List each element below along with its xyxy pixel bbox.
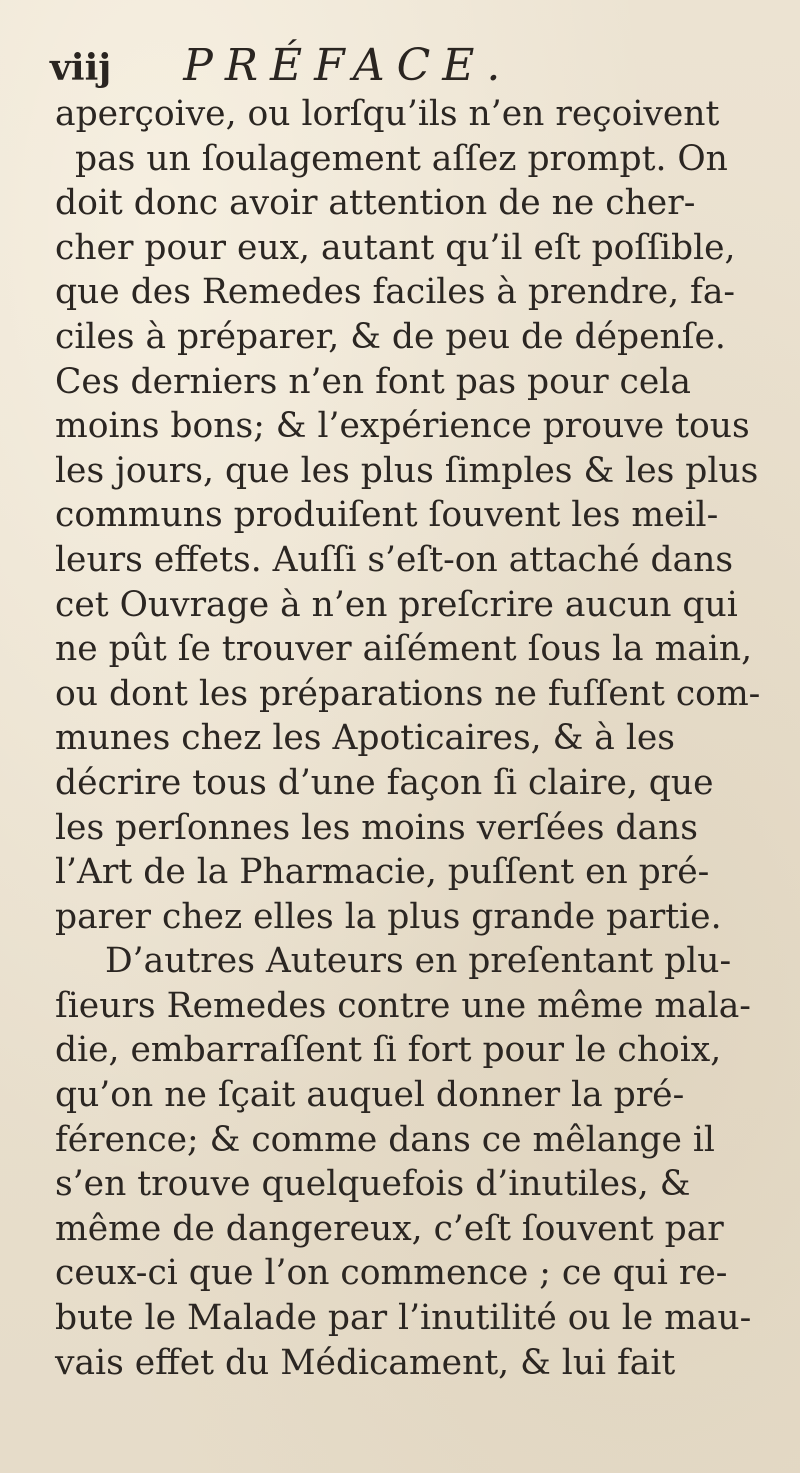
- text-line: férence; & comme dans ce mêlange il: [55, 1119, 715, 1160]
- text-line: aperçoive, ou lorſqu’ils n’en reçoivent: [55, 94, 720, 134]
- text-line: les jours, que les plus ſimples & les plus: [55, 450, 759, 491]
- text-line: qu’on ne ſçait auquel donner la pré-: [55, 1075, 685, 1116]
- text-line: vais effet du Médicament, & lui fait: [55, 1342, 676, 1383]
- text-line: communs produiſent ſouvent les meil-: [55, 495, 719, 536]
- text-line: ne pût ſe trouver aiſément ſous la main,: [55, 629, 753, 670]
- text-line: moins bons; & l’expérience prouve tous: [55, 406, 750, 447]
- text-line: cher pour eux, autant qu’il eſt poſſible,: [55, 227, 736, 268]
- text-line: ceux-ci que l’on commence ; ce qui re-: [55, 1253, 728, 1294]
- text-line: décrire tous d’une façon ſi claire, que: [55, 762, 714, 803]
- text-line: ſieurs Remedes contre une même mala-: [55, 985, 751, 1026]
- text-line: bute le Malade par l’inutilité ou le mau-: [55, 1298, 752, 1339]
- text-line: pas un ſoulagement aſſez prompt. On: [75, 138, 728, 179]
- text-line-indented: D’autres Auteurs en preſentant plu-: [105, 941, 732, 982]
- text-line: parer chez elles la plus grande partie.: [55, 896, 722, 937]
- text-line: ou dont les préparations ne fuſſent com-: [55, 673, 761, 714]
- page-header: [50, 40, 750, 96]
- text-line: l’Art de la Pharmacie, puſſent en pré-: [55, 852, 710, 893]
- body-text: [55, 92, 775, 1385]
- text-line: doit donc avoir attention de ne cher-: [55, 183, 696, 224]
- text-line: même de dangereux, c’eſt ſouvent par: [55, 1208, 724, 1249]
- page-number: viij: [50, 47, 112, 89]
- text-line: die, embarraſſent ſi fort pour le choix,: [55, 1030, 722, 1071]
- text-line: ciles à préparer, & de peu de dépenſe.: [55, 316, 726, 357]
- text-line: s’en trouve quelquefois d’inutiles, &: [55, 1164, 691, 1205]
- text-line: que des Remedes faciles à prendre, fa-: [55, 272, 736, 313]
- text-line: cet Ouvrage à n’en preſcrire aucun qui: [55, 584, 738, 625]
- text-line: les perſonnes les moins verſées dans: [55, 807, 698, 848]
- text-line: munes chez les Apoticaires, & à les: [55, 718, 675, 759]
- text-line: Ces derniers n’en font pas pour cela: [55, 361, 691, 402]
- running-head: PRÉFACE.: [183, 40, 513, 91]
- text-line: leurs effets. Auſſi s’eſt-on attaché dans: [55, 539, 734, 580]
